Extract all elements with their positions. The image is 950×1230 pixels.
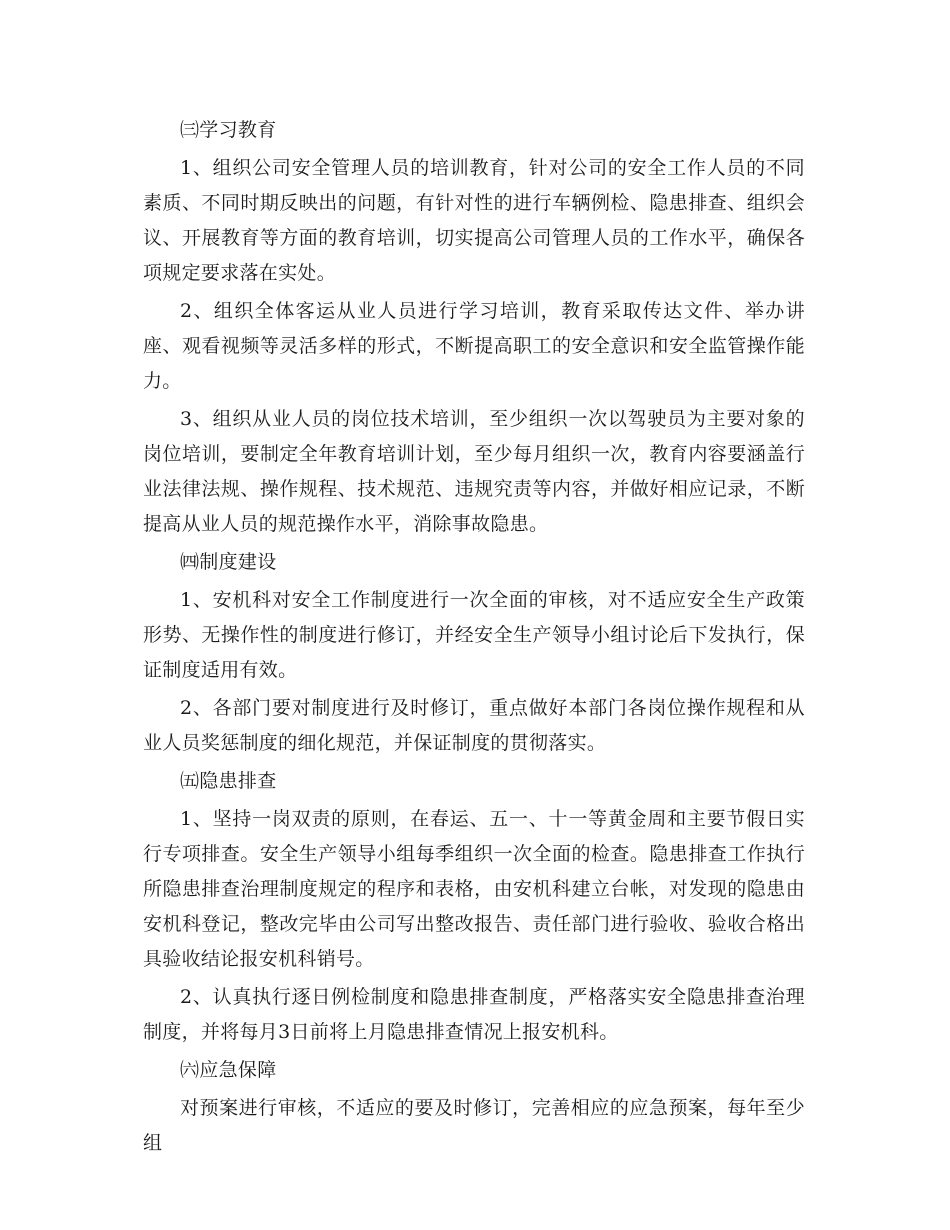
paragraph-learning-2: 2、组织全体客运从业人员进行学习培训，教育采取传达文件、举办讲座、观看视频等灵活多样的形式，不断提高职工的安全意识和安全监管操作能力。 <box>143 300 805 392</box>
section-heading-learning-education: ㈢学习教育 <box>180 119 277 141</box>
paragraph-system-2: 2、各部门要对制度进行及时修订，重点做好本部门各岗位操作规程和从业人员奖惩制度的细化规范，并保证制度的贯彻落实。 <box>143 697 805 754</box>
section-heading-emergency-support: ㈥应急保障 <box>180 1059 277 1081</box>
paragraph-hazard-2: 2、认真执行逐日例检制度和隐患排查制度，严格落实安全隐患排查治理制度，并将每月3日前将上月隐患排查情况上报安机科。 <box>143 986 805 1043</box>
section-heading-system-construction: ㈣制度建设 <box>180 551 277 573</box>
section-heading-hazard-inspection: ㈤隐患排查 <box>180 770 277 792</box>
document-body <box>143 113 805 1164</box>
paragraph-emergency-1: 对预案进行审核，不适应的要及时修订，完善相应的应急预案，每年至少组 <box>143 1097 805 1154</box>
paragraph-learning-3: 3、组织从业人员的岗位技术培训，至少组织一次以驾驶员为主要对象的岗位培训，要制定全年教育培训计划，至少每月组织一次，教育内容要涵盖行业法律法规、操作规程、技术规范、违规究责等内容，并做好相应记录，不断提高从业人员的规范操作水平，消除事故隐患。 <box>143 408 805 535</box>
paragraph-system-1: 1、安机科对安全工作制度进行一次全面的审核，对不适应安全生产政策形势、无操作性的制度进行修订，并经安全生产领导小组讨论后下发执行，保证制度适用有效。 <box>143 589 805 681</box>
paragraph-hazard-1: 1、坚持一岗双责的原则，在春运、五一、十一等黄金周和主要节假日实行专项排查。安全生产领导小组每季组织一次全面的检查。隐患排查工作执行所隐患排查治理制度规定的程序和表格，由安机科建立台帐，对发现的隐患由安机科登记，整改完毕由公司写出整改报告、责任部门进行验收、验收合格出具验收结论报安机科销号。 <box>143 808 805 970</box>
paragraph-learning-1: 1、组织公司安全管理人员的培训教育，针对公司的安全工作人员的不同素质、不同时期反映出的问题，有针对性的进行车辆例检、隐患排查、组织会议、开展教育等方面的教育培训，切实提高公司管理人员的工作水平，确保各项规定要求落在实处。 <box>143 157 805 284</box>
